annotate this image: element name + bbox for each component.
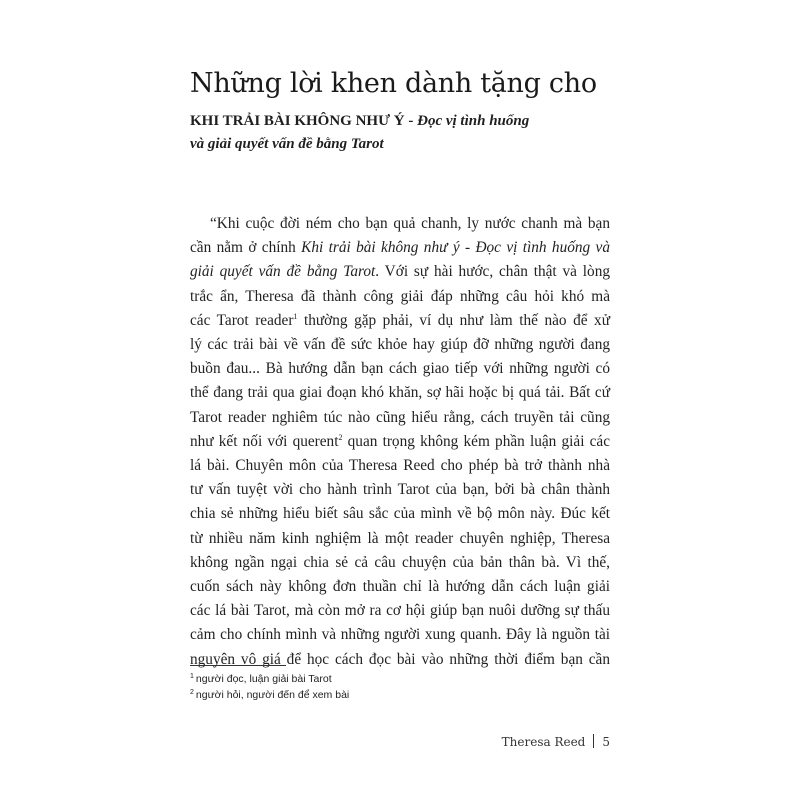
body-line <box>190 260 610 284</box>
footnote-text: người hỏi, người đến để xem bài <box>195 689 350 701</box>
body-text-run: . Với sự hài hước, chân thật và lòng <box>375 263 610 281</box>
body-line: từ nhiều năm kinh nghiệm là một reader chuyên nghiệp, Theresa <box>190 529 610 547</box>
book-title-italic: giải quyết vấn đề bằng Tarot <box>190 263 376 281</box>
subtitle-italic-part-1: Đọc vị tình huống <box>417 113 530 129</box>
subtitle-italic-part-2: và giải quyết vấn đề bằng Tarot <box>190 136 384 152</box>
footnotes <box>190 671 490 703</box>
body-line: chia sẻ những hiểu biết sâu sắc của mình về bộ môn này. Đúc kết <box>190 505 610 523</box>
footnote-2 <box>190 687 490 703</box>
body-line: nguyên vô giá để học cách đọc bài vào những thời điểm bạn cần <box>190 650 610 668</box>
footnote-text: người đọc, luận giải bài Tarot <box>195 673 332 685</box>
body-line: các lá bài Tarot, mà còn mở ra cơ hội giúp bạn nuôi dưỡng sự thấu <box>190 602 610 620</box>
body-line: “Khi cuộc đời ném cho bạn quả chanh, ly nước chanh mà bạn <box>210 215 610 232</box>
footer-author: Theresa Reed <box>501 735 586 749</box>
body-line: buồn đau... Bà hướng dẫn bạn cách giao tiếp với những người có <box>190 360 610 378</box>
footnote-ref-1[interactable]: 1 <box>293 311 298 321</box>
footnote-mark: 1 <box>190 673 194 680</box>
body-line: tư vấn tuyệt vời cho hành trình Tarot của bạn, bởi bà chân thành <box>190 481 610 499</box>
body-line: cảm cho chính mình và những người xung quanh. Đây là nguồn tài <box>190 626 610 644</box>
book-subtitle <box>190 110 590 156</box>
book-title-italic: Khi trải bài không như ý - Đọc vị tình huống và <box>301 239 610 257</box>
footnote-mark: 2 <box>190 689 194 696</box>
running-footer <box>500 733 610 751</box>
body-line: Tarot reader nghiêm túc nào cũng hiểu rằng, cách truyền tải cũng <box>190 408 610 426</box>
body-line: trắc ẩn, Theresa đã thành công giải đáp những câu hỏi khó mà <box>190 287 610 305</box>
body-text-run: các Tarot reader <box>190 311 294 329</box>
footnote-divider <box>190 665 286 666</box>
footer-separator <box>593 734 594 748</box>
body-text-run: thường gặp phải, ví dụ như làm thế nào để xử <box>297 311 610 329</box>
body-line: lá bài. Chuyên môn của Theresa Reed cho phép bà trở thành nhà <box>190 457 610 475</box>
body-line <box>190 236 610 260</box>
body-line: lý các trải bài về vấn đề sức khỏe hay giúp đỡ những người đang <box>190 336 610 354</box>
subtitle-bold-part: KHI TRẢI BÀI KHÔNG NHƯ Ý - <box>190 113 418 129</box>
body-line <box>190 309 610 333</box>
body-line: không ngần ngại chia sẻ cả câu chuyện của bản thân bà. Vì thế, <box>190 553 610 571</box>
footnote-1 <box>190 671 490 687</box>
footnote-ref-2[interactable]: 2 <box>338 432 343 442</box>
page-title: Những lời khen dành tặng cho <box>190 68 597 99</box>
body-line: cuốn sách này không đơn thuần chỉ là hướng dẫn cách luận giải <box>190 578 610 596</box>
body-line <box>190 430 610 454</box>
page-number: 5 <box>602 735 610 749</box>
body-paragraph <box>190 212 610 672</box>
body-line: thể đang trải qua giai đoạn khó khăn, sợ hãi hoặc bị quá tải. Bất cứ <box>190 384 610 402</box>
body-text-run: quan trọng không kém phần luận giải các <box>342 432 611 450</box>
body-text-run: như kết nối với querent <box>190 432 339 450</box>
body-text-run: cần nằm ở chính <box>190 239 302 257</box>
